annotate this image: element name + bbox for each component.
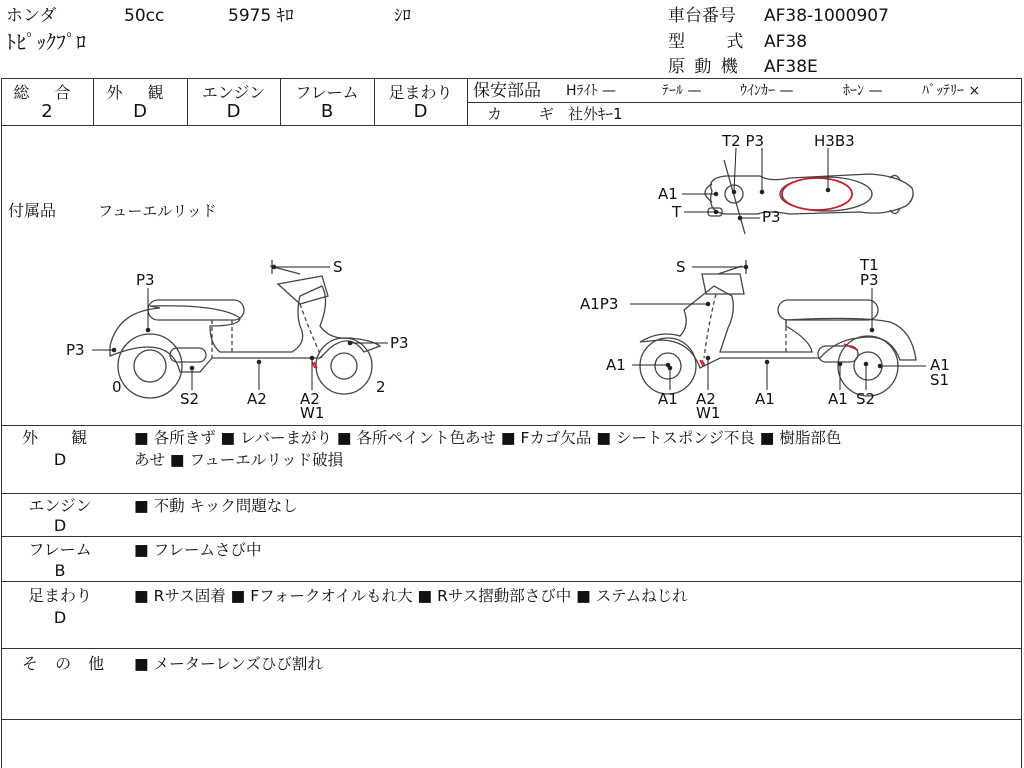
label-right-a1-side: A1 [930, 356, 950, 374]
frame-label: フレーム [295, 83, 359, 102]
exterior-grade: D [133, 101, 147, 122]
label-left-front-mark: 2 [376, 378, 386, 396]
remark-engine-line1: ■ 不動 キック問題なし [134, 497, 298, 515]
remark-exterior-line1: ■ 各所きず ■ レバーまがり ■ 各所ペイント色あせ ■ Fカゴ欠品 ■ シートスポンジ不良 ■ 樹脂部色 [134, 429, 842, 447]
label-top-a1: A1 [658, 185, 678, 203]
color: ｼﾛ [394, 6, 411, 26]
engine-label: エンジン [201, 83, 266, 102]
label-right-a1-rear: A1 [828, 390, 848, 408]
label-left-a2: A2 [247, 390, 267, 408]
scooter-diagram [0, 126, 1021, 424]
maker: ホンダ [6, 6, 57, 26]
remark-engine-grade: D [53, 516, 67, 535]
remark-engine-label: エンジン [28, 496, 92, 515]
engine-model: AF38E [764, 57, 818, 77]
label-left-p3-front: P3 [390, 334, 409, 352]
label-left-rear-mark: 0 [112, 378, 122, 396]
engine-model-label: 原 動 機 [668, 57, 740, 77]
label-top-t: T [672, 203, 682, 221]
remark-suspension-line1: ■ Rサス固着 ■ Fフォークオイルもれ大 ■ Rサス摺動部さび中 ■ ステムねじれ [134, 587, 688, 605]
damage-mark [844, 344, 858, 350]
label-left-p3-seat: P3 [136, 271, 155, 289]
label-left-a2-floor: A2 [300, 390, 320, 408]
label-left-s2: S2 [180, 390, 200, 408]
battery-status: ﾊﾞｯﾃﾘｰ × [922, 83, 981, 99]
label-top-p3: P3 [762, 208, 781, 226]
divider [467, 102, 1022, 103]
label-right-w1: W1 [696, 404, 721, 422]
model-name: ﾄﾋﾟｯｸﾌﾟﾛ [6, 30, 86, 54]
accessories-label: 付属品 [8, 201, 57, 220]
leader-lines [92, 148, 926, 390]
divider [1, 719, 1022, 720]
tail-status: ﾃｰﾙ — [662, 83, 702, 99]
label-top-h3b3: H3B3 [814, 132, 855, 150]
suspension-label: 足まわり [388, 83, 453, 102]
suspension-grade: D [413, 101, 428, 122]
total-grade: 2 [41, 101, 53, 122]
frame-no-label: 車台番号 [668, 6, 736, 26]
remark-other-label: そ の 他 [22, 654, 111, 673]
accessories-value: フューエルリッド [98, 202, 217, 220]
label-right-p3: P3 [860, 271, 879, 289]
exterior-label: 外 観 [106, 83, 174, 102]
headlight-status: Hﾗｲﾄ — [566, 83, 616, 99]
damage-mark [782, 178, 852, 210]
remark-exterior-grade: D [53, 450, 67, 469]
label-right-a1-wheel: A1 [606, 356, 626, 374]
remark-exterior-label: 外 観 [22, 428, 102, 447]
remark-frame-label: フレーム [28, 540, 92, 559]
winker-status: ｳｲﾝｶｰ — [740, 83, 794, 99]
label-right-s: S [676, 258, 686, 276]
label-right-s1: S1 [930, 371, 950, 389]
remark-frame-grade: B [54, 561, 66, 580]
horn-status: ﾎｰﾝ — [843, 83, 883, 99]
frame-grade: B [320, 101, 334, 122]
scooter-top-view [705, 160, 913, 234]
label-left-s: S [333, 258, 343, 276]
damage-mark [700, 360, 705, 366]
type-value: AF38 [764, 32, 808, 52]
divider [1, 78, 1022, 79]
safety-label: 保安部品 [473, 81, 541, 101]
remark-other-line1: ■ メーターレンズひび割れ [134, 655, 323, 673]
key-label: カ ギ [487, 105, 570, 123]
divider [1, 493, 1022, 494]
remark-frame-line1: ■ フレームさび中 [134, 541, 262, 559]
label-right-s2: S2 [856, 390, 876, 408]
label-right-a2: A2 [696, 390, 716, 408]
remark-suspension-grade: D [53, 608, 67, 627]
label-right-a1-floor: A1 [755, 390, 775, 408]
total-label: 総 合 [13, 83, 81, 102]
type-label: 型 式 [668, 32, 762, 52]
remark-suspension-label: 足まわり [27, 586, 92, 605]
divider [1, 581, 1022, 582]
engine-grade: D [226, 101, 241, 122]
displacement: 50cc [124, 6, 165, 26]
divider [1, 425, 1022, 426]
label-right-a1p3: A1P3 [580, 295, 619, 313]
divider [1, 648, 1022, 649]
label-right-a1-front: A1 [658, 390, 678, 408]
remark-exterior-line2: あせ ■ フューエルリッド破損 [134, 451, 344, 469]
label-top-t2p3: T2 P3 [722, 132, 765, 150]
key-value: 社外ｷｰ1 [568, 105, 623, 123]
label-left-p3-rear: P3 [66, 341, 85, 359]
divider [1, 536, 1022, 537]
divider [467, 78, 468, 125]
mileage: 5975 ｷﾛ [228, 6, 294, 26]
label-right-t1: T1 [860, 256, 879, 274]
label-left-w1: W1 [300, 404, 325, 422]
frame-no: AF38-1000907 [764, 6, 889, 26]
frame-right-border [1021, 78, 1022, 768]
